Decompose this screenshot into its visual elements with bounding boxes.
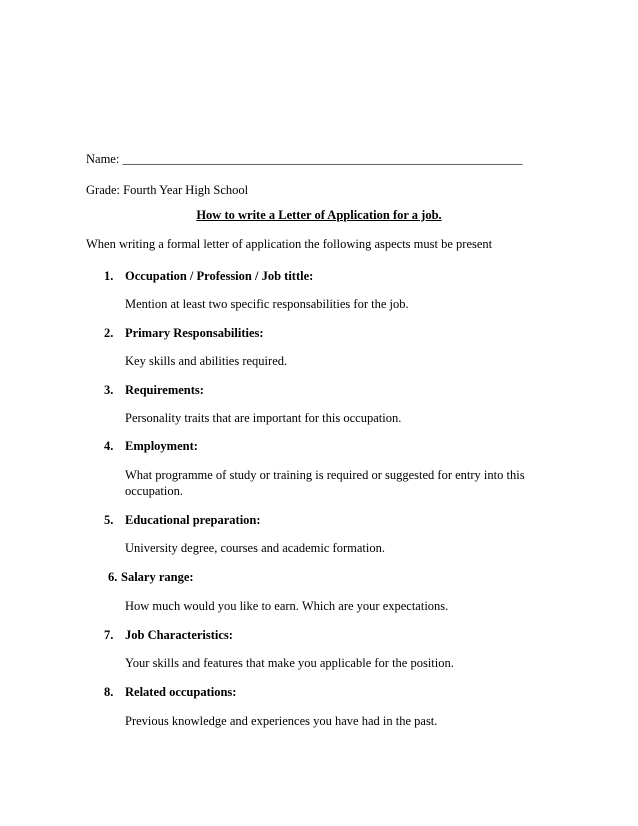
item-heading: Primary Responsabilities: [125,326,264,340]
intro-paragraph: When writing a formal letter of application the following aspects must be present [86,237,493,251]
item-number: 3. [104,383,114,397]
document-title-text: How to write a Letter of Application for a job. [196,208,442,222]
item-heading: Related occupations: [125,685,237,699]
item-description: Your skills and features that make you applicable for the position. [125,656,454,670]
item-heading: Requirements: [125,383,204,397]
item-description: Key skills and abilities required. [125,354,288,368]
item-number: 5. [104,513,114,527]
item-number: 2. [104,326,114,340]
item-heading: Educational preparation: [125,513,261,527]
name-label: Name: [86,152,120,166]
name-line [86,151,522,167]
name-blank: ________________________________________________________________ [122,152,523,166]
item-description: What programme of study or training is required or suggested for entry into this occupation. [125,468,525,498]
item-description: How much would you like to earn. Which are your expectations. [125,599,449,613]
item-heading: Salary range: [121,570,194,584]
item-description: Personality traits that are important for this occupation. [125,411,402,425]
document-title [0,207,638,223]
item-description: Previous knowledge and experiences you have had in the past. [125,714,438,728]
item-number: 1. [104,269,114,283]
item-heading: Job Characteristics: [125,628,233,642]
item-heading: Employment: [125,439,198,453]
item-heading: Occupation / Profession / Job tittle: [125,269,314,283]
item-description: Mention at least two specific responsabilities for the job. [125,297,409,311]
item-number: 4. [104,439,114,453]
item-number: 8. [104,685,114,699]
item-number: 7. [104,628,114,642]
grade-line: Grade: Fourth Year High School [86,183,249,197]
item-number: 6. [108,570,118,584]
item-description: University degree, courses and academic formation. [125,541,385,555]
